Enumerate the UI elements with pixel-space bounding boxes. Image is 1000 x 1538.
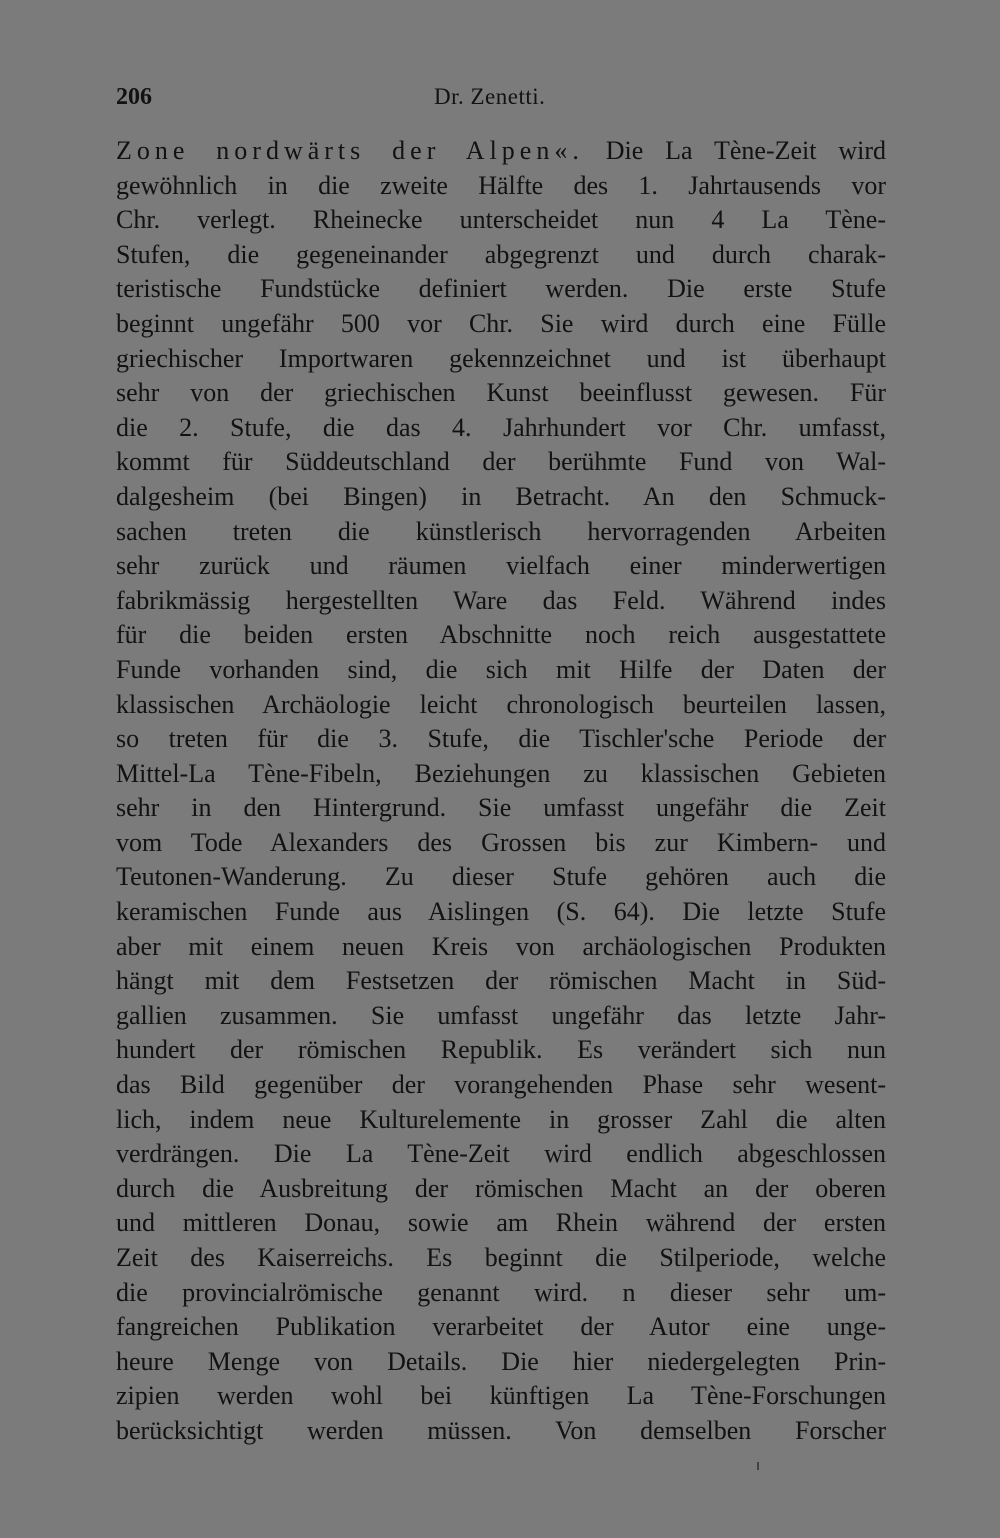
text-line: verdrängen. Die La Tène-Zeit wird endlich abgeschlossen [116,1139,886,1169]
text-line: heure Menge von Details. Die hier niedergelegten Prin- [116,1346,886,1376]
text-line: beginnt ungefähr 500 vor Chr. Sie wird durch eine Fülle [116,308,886,338]
text-line: Teutonen-Wanderung. Zu dieser Stufe gehören auch die [116,862,886,892]
text-line: und mittleren Donau, sowie am Rhein während der ersten [116,1208,886,1238]
page-number: 206 [116,84,152,110]
text-line: für die beiden ersten Abschnitte noch reich ausgestattete [116,620,886,650]
text-line: sehr von der griechischen Kunst beeinflusst gewesen. Für [116,378,886,408]
text-line: lich, indem neue Kulturelemente in grosser Zahl die alten [116,1104,886,1134]
text-line: durch die Ausbreitung der römischen Macht an der oberen [116,1173,886,1203]
text-line: die provincialrömische genannt wird. n dieser sehr um- [116,1277,886,1307]
text-line: sachen treten die künstlerisch hervorragenden Arbeiten [116,516,886,546]
text-line: Mittel-La Tène-Fibeln, Beziehungen zu klassischen Gebieten [116,758,886,788]
running-head: Dr. Zenetti. [434,84,546,109]
text-line: vom Tode Alexanders des Grossen bis zur Kimbern- und [116,827,886,857]
text-line: sehr in den Hintergrund. Sie umfasst ungefähr die Zeit [116,793,886,823]
text-line: Funde vorhanden sind, die sich mit Hilfe der Daten der [116,654,886,684]
text-line: berücksichtigt werden müssen. Von demselben Forscher [116,1415,886,1445]
text-line: sehr zurück und räumen vielfach einer minderwertigen [116,551,886,581]
text-line: aber mit einem neuen Kreis von archäologischen Produkten [116,931,886,961]
text-line: klassischen Archäologie leicht chronologisch beurteilen lassen, [116,689,886,719]
text-line: hundert der römischen Republik. Es verändert sich nun [116,1035,886,1065]
text-line [116,134,886,169]
text-line: fangreichen Publikation verarbeitet der Autor eine unge- [116,1312,886,1342]
text-line: das Bild gegenüber der vorangehenden Phase sehr wesent- [116,1070,886,1100]
text-fragment: Die La Tène-Zeit wird [605,136,887,165]
text-line: griechischer Importwaren gekennzeichnet und ist überhaupt [116,343,886,373]
text-line: fabrikmässig hergestellten Ware das Feld. Während indes [116,585,886,615]
text-line: so treten für die 3. Stufe, die Tischler'sche Periode der [116,724,886,754]
text-line: teristische Fundstücke definiert werden. Die erste Stufe [116,274,886,304]
text-line: gewöhnlich in die zweite Hälfte des 1. Jahrtausends vor [116,170,886,200]
text-line: Zeit des Kaiserreichs. Es beginnt die Stilperiode, welche [116,1243,886,1272]
text-line: zipien werden wohl bei künftigen La Tène-Forschungen [116,1381,886,1411]
spaced-phrase: Zone nordwärts der Alpen«. [116,136,584,165]
text-line: Chr. verlegt. Rheinecke unterscheidet nun 4 La Tène- [116,205,886,235]
scan-speck [757,1462,759,1470]
text-line: hängt mit dem Festsetzen der römischen Macht in Süd- [116,966,886,996]
body-text [116,134,886,1449]
text-line: die 2. Stufe, die das 4. Jahrhundert vor Chr. umfasst, [116,412,886,442]
page-header [116,84,886,116]
text-line: dalgesheim (bei Bingen) in Betracht. An den Schmuck- [116,481,886,511]
text-line: gallien zusammen. Sie umfasst ungefähr das letzte Jahr- [116,1000,886,1030]
text-line: Stufen, die gegeneinander abgegrenzt und durch charak- [116,239,886,269]
text-line: keramischen Funde aus Aislingen (S. 64). Die letzte Stufe [116,897,886,927]
text-line: kommt für Süddeutschland der berühmte Fund von Wal- [116,447,886,477]
